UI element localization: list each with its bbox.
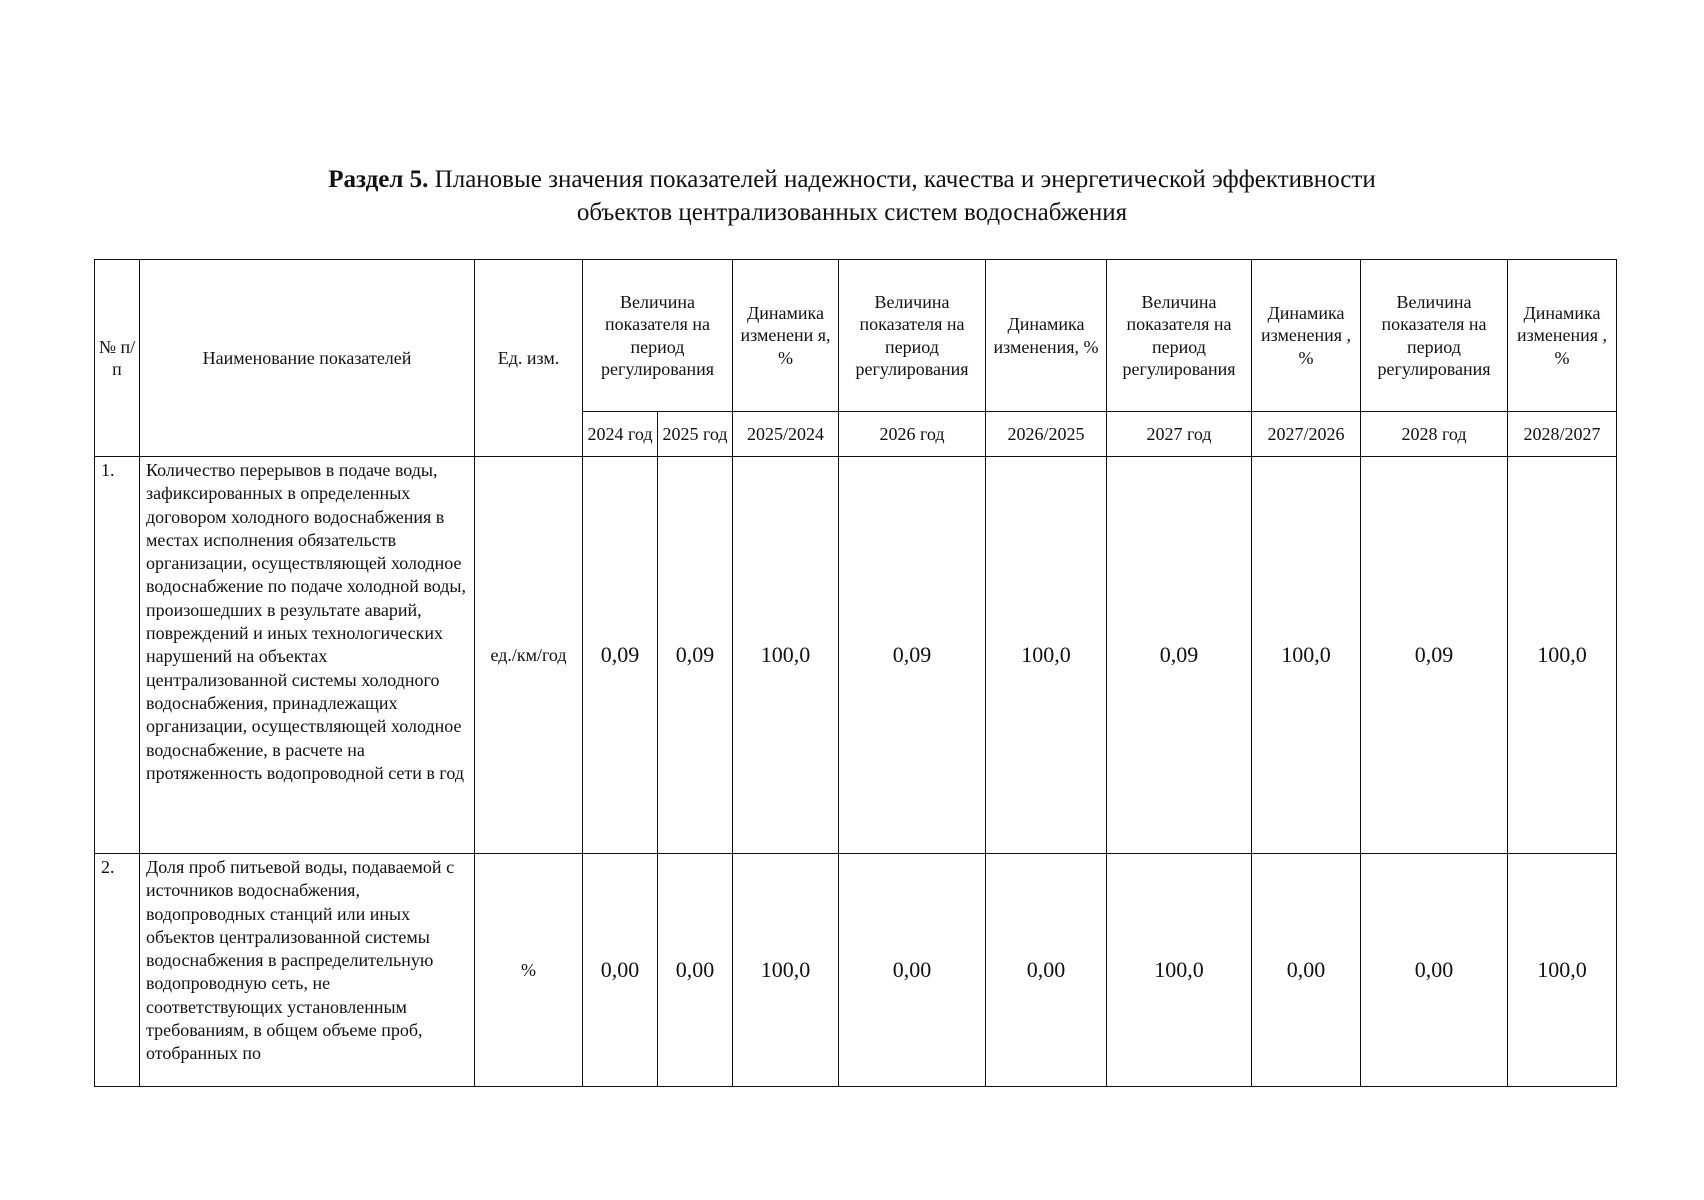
dynamics-2025-2024: 100,0 (733, 854, 839, 1087)
indicator-name: Количество перерывов в подаче воды, зафиксированных в определенных договором холодного водоснабжения в местах исполнения обязательств организации, осуществляющей холодное водоснабжение по подаче холодной воды, произошедших в результате аварий, повреждений и иных технологических нарушений на объектах централизованной системы холодного водоснабжения, принадлежащих организации, осуществляющей холодное водоснабжение, в расчете на протяженность водопроводной сети в год (140, 457, 475, 854)
dynamics-2027-2026: 0,00 (1252, 854, 1361, 1087)
section-title-line1: Плановые значения показателей надежности, качества и энергетической эффективности (434, 166, 1376, 193)
dynamics-2026-2025: 100,0 (986, 457, 1107, 854)
indicators-table (94, 259, 1617, 1087)
value-2027: 100,0 (1107, 854, 1252, 1087)
value-2026: 0,00 (839, 854, 986, 1087)
table-header-row (95, 260, 1617, 412)
row-number: 2. (95, 854, 140, 1087)
table-row (95, 457, 1617, 854)
indicator-unit: ед./км/год (475, 457, 583, 854)
header-period-value-2024-2025: Величина показателя на период регулирования (583, 260, 733, 412)
header-year-2027: 2027 год (1107, 412, 1252, 457)
header-period-value-2028: Величина показателя на период регулирования (1361, 260, 1508, 412)
value-2024: 0,09 (583, 457, 658, 854)
dynamics-2025-2024: 100,0 (733, 457, 839, 854)
header-year-2028: 2028 год (1361, 412, 1508, 457)
dynamics-2027-2026: 100,0 (1252, 457, 1361, 854)
header-ratio-2025-2024: 2025/2024 (733, 412, 839, 457)
indicator-name: Доля проб питьевой воды, подаваемой с источников водоснабжения, водопроводных станций или иных объектов централизованной системы водоснабжения в распределительную водопроводную сеть, не соответствующих установленным требованиям, в общем объеме проб, отобранных по (140, 854, 475, 1087)
row-number: 1. (95, 457, 140, 854)
header-unit: Ед. изм. (475, 260, 583, 457)
value-2025: 0,09 (658, 457, 733, 854)
dynamics-2026-2025: 0,00 (986, 854, 1107, 1087)
header-year-2026: 2026 год (839, 412, 986, 457)
section-title (0, 163, 1704, 229)
dynamics-2028-2027: 100,0 (1508, 457, 1617, 854)
value-2025: 0,00 (658, 854, 733, 1087)
header-year-2025: 2025 год (658, 412, 733, 457)
indicator-unit: % (475, 854, 583, 1087)
header-ratio-2026-2025: 2026/2025 (986, 412, 1107, 457)
table-row (95, 854, 1617, 1087)
header-npp: № п/п (95, 260, 140, 457)
header-dynamics-2026: Динамика изменения, % (986, 260, 1107, 412)
header-name: Наименование показателей (140, 260, 475, 457)
value-2028: 0,00 (1361, 854, 1508, 1087)
header-period-value-2026: Величина показателя на период регулирования (839, 260, 986, 412)
header-ratio-2028-2027: 2028/2027 (1508, 412, 1617, 457)
header-period-value-2027: Величина показателя на период регулирования (1107, 260, 1252, 412)
section-title-line2: объектов централизованных систем водоснабжения (576, 199, 1128, 226)
value-2024: 0,00 (583, 854, 658, 1087)
header-dynamics-2025: Динамика изменени я, % (733, 260, 839, 412)
header-dynamics-2027: Динамика изменения , % (1252, 260, 1361, 412)
header-dynamics-2028: Динамика изменения , % (1508, 260, 1617, 412)
value-2027: 0,09 (1107, 457, 1252, 854)
value-2026: 0,09 (839, 457, 986, 854)
value-2028: 0,09 (1361, 457, 1508, 854)
header-year-2024: 2024 год (583, 412, 658, 457)
header-ratio-2027-2026: 2027/2026 (1252, 412, 1361, 457)
section-number: Раздел 5. (328, 166, 429, 193)
dynamics-2028-2027: 100,0 (1508, 854, 1617, 1087)
